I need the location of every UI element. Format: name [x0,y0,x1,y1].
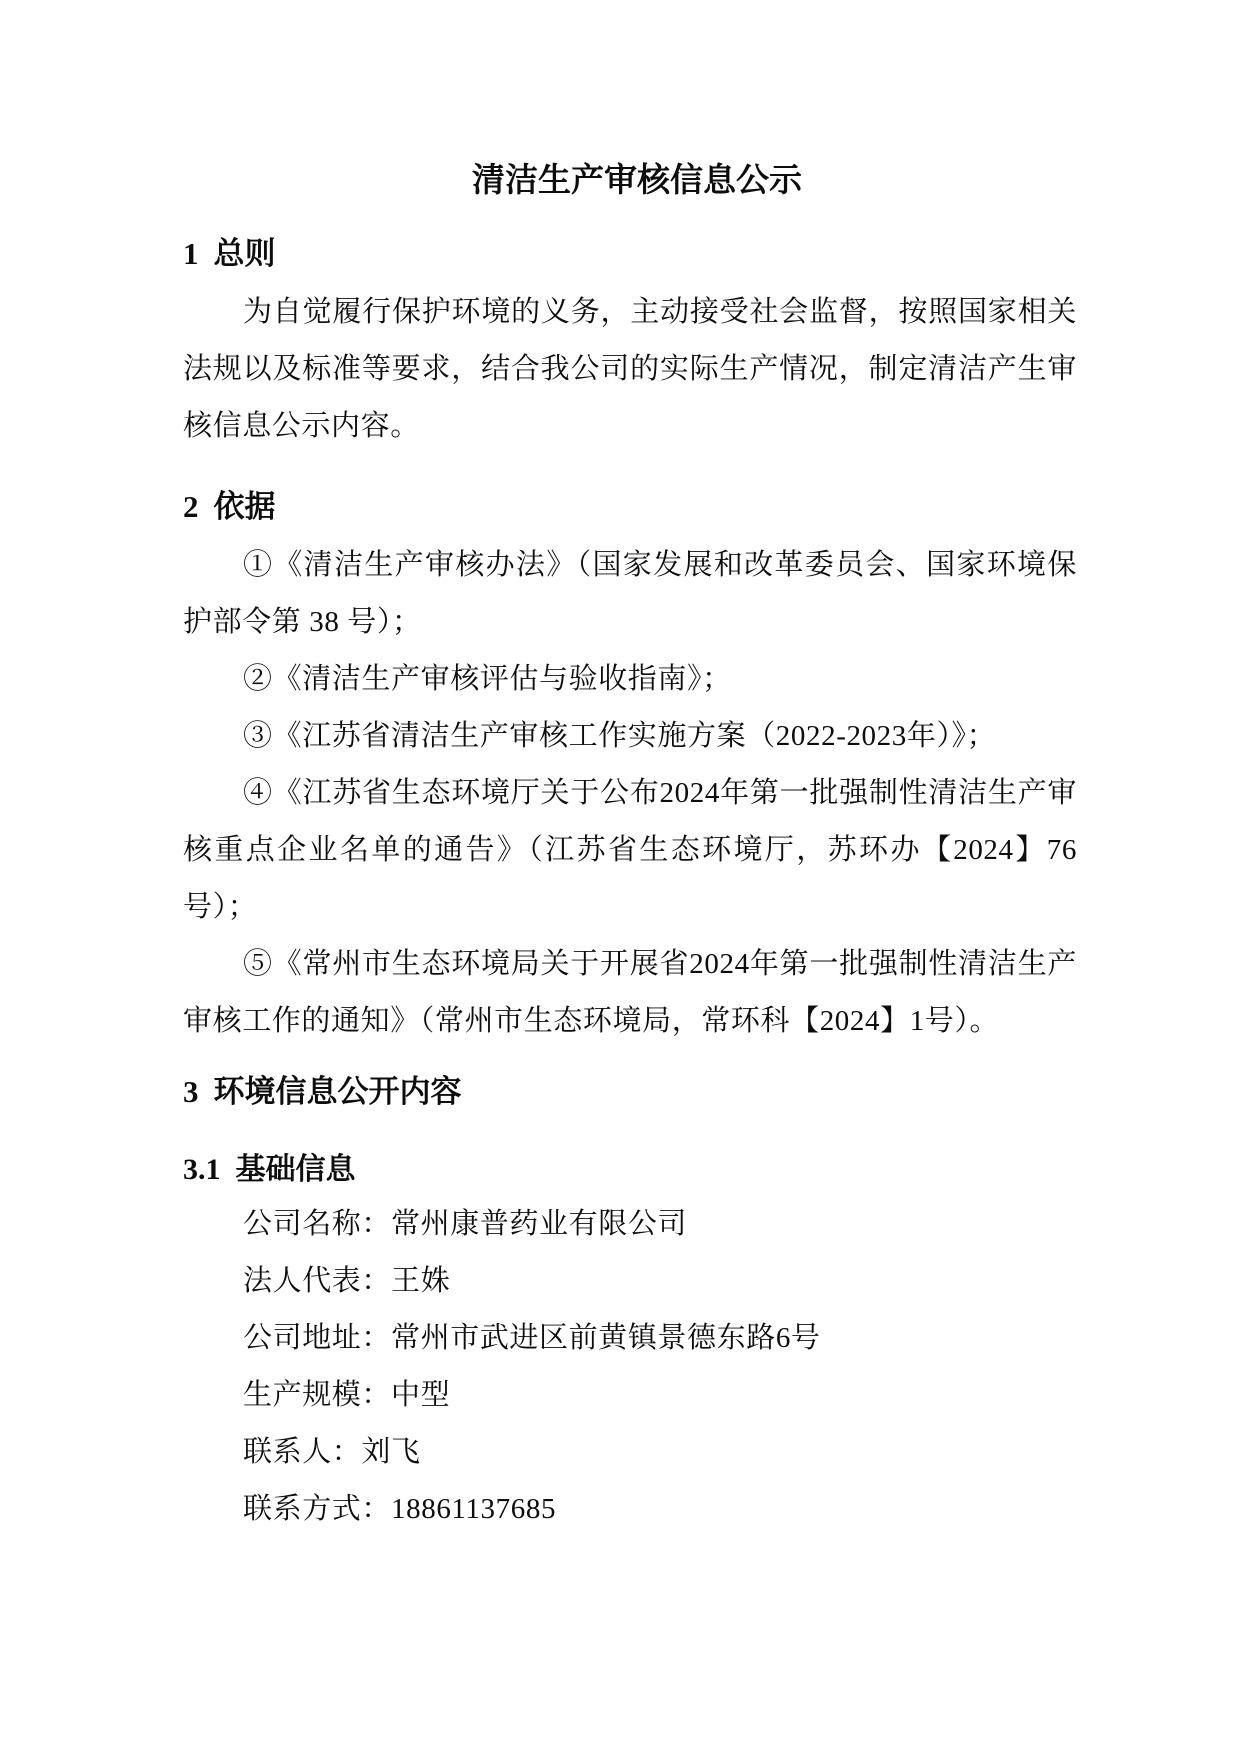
section-heading-text: 总则 [213,236,276,271]
subsection-heading-text: 基础信息 [235,1153,356,1186]
field-label: 联系方式： [243,1493,392,1525]
section-number: 3 [183,1074,199,1109]
field-value: 刘飞 [361,1436,421,1468]
section-heading-disclosure [183,1072,1077,1112]
section-number: 2 [183,489,199,524]
subsection-heading-basic-info [183,1150,1077,1190]
field-line-contact-phone [183,1481,1077,1538]
field-line-contact-person [183,1424,1077,1481]
section-heading-text: 环境信息公开内容 [213,1074,462,1109]
section-heading-basis [183,487,1077,527]
field-value: 18861137685 [391,1493,557,1525]
field-label: 公司地址： [243,1322,392,1354]
field-label: 法人代表： [243,1265,392,1297]
field-value: 常州市武进区前黄镇景德东路6号 [391,1322,821,1354]
field-value: 常州康普药业有限公司 [391,1208,688,1240]
subsection-number: 3.1 [183,1153,221,1186]
field-line-production-scale [183,1367,1077,1424]
field-value: 中型 [391,1379,451,1411]
section-basis [183,487,1077,1050]
body-paragraph: 为自觉履行保护环境的义务，主动接受社会监督，按照国家相关法规以及标准等要求，结合我公司的实际生产情况，制定清洁产生审核信息公示内容。 [183,296,1077,442]
field-line-company-address [183,1310,1077,1367]
basis-item: ④《江苏省生态环境厅关于公布2024年第一批强制性清洁生产审核重点企业名单的通告》（江苏省生态环境厅，苏环办【2024】76 号）； [183,777,1077,923]
section-number: 1 [183,236,199,271]
section-disclosure [183,1072,1077,1538]
section-general [183,234,1077,455]
field-line-legal-representative [183,1253,1077,1310]
section-heading-text: 依据 [213,489,276,524]
field-label: 生产规模： [243,1379,392,1411]
basis-item: ③《江苏省清洁生产审核工作实施方案（2022-2023年）》； [243,720,997,752]
field-label: 联系人： [243,1436,362,1468]
basis-item: ①《清洁生产审核办法》（国家发展和改革委员会、国家环境保护部令第 38 号）； [183,549,1077,638]
field-label: 公司名称： [243,1208,392,1240]
field-value: 王姝 [391,1265,451,1297]
document-title: 清洁生产审核信息公示 [472,163,802,199]
basis-item: ②《清洁生产审核评估与验收指南》； [243,663,732,695]
field-line-company-name [183,1196,1077,1253]
basis-item: ⑤《常州市生态环境局关于开展省2024年第一批强制性清洁生产审核工作的通知》（常州市生态环境局，常环科【2024】1号）。 [183,948,1077,1037]
section-heading-general [183,234,1077,274]
